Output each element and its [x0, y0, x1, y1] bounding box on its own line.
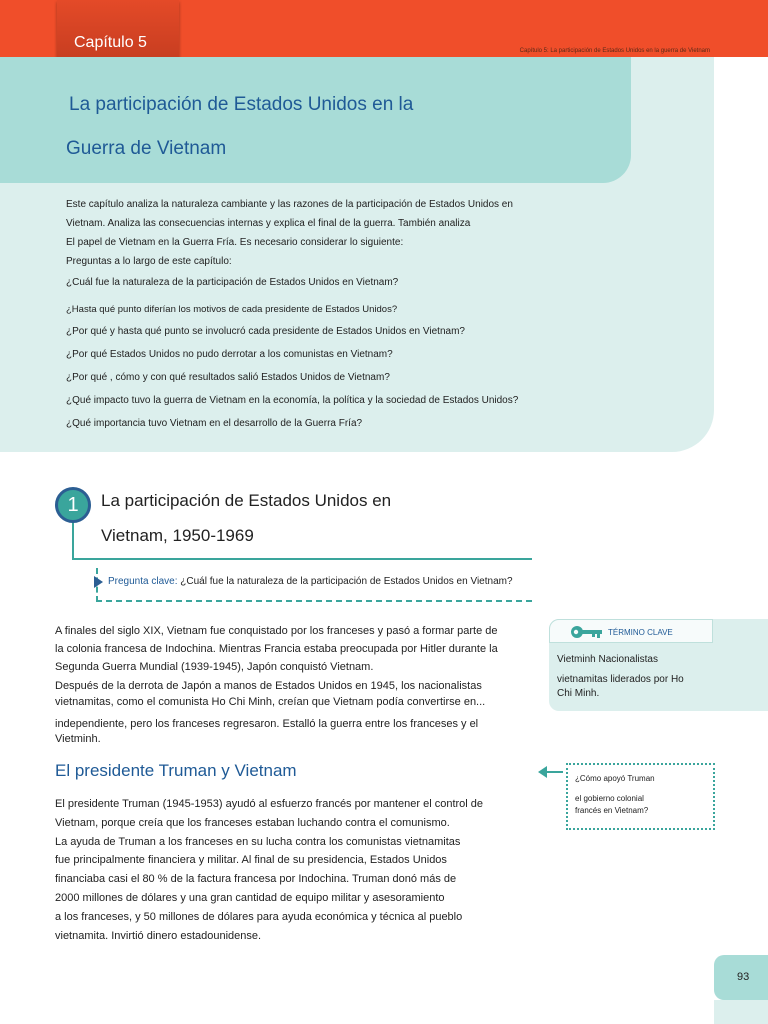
intro-question: ¿Qué importancia tuvo Vietnam en el desarrollo de la Guerra Fría?	[66, 418, 363, 429]
intro-line: Preguntas a lo largo de este capítulo:	[66, 256, 232, 267]
key-icon	[570, 625, 604, 639]
body-line: Después de la derrota de Japón a manos de Estados Unidos en 1945, los nacionalistas	[55, 680, 482, 692]
key-question-text: ¿Cuál fue la naturaleza de la participación de Estados Unidos en Vietnam?	[177, 576, 513, 587]
arrow-right-icon	[94, 576, 103, 588]
body-line: independiente, pero los franceses regresaron. Estalló la guerra entre los franceses y el	[55, 718, 479, 730]
section-title-line-2: Vietnam, 1950-1969	[101, 526, 254, 545]
title-panel	[0, 57, 631, 183]
key-term-label: TÉRMINO CLAVE	[608, 628, 673, 637]
intro-line: El papel de Vietnam en la Guerra Fría. Es necesario considerar lo siguiente:	[66, 237, 404, 248]
intro-question: ¿Por qué , cómo y con qué resultados salió Estados Unidos de Vietnam?	[66, 372, 390, 383]
chapter-title-line-2: Guerra de Vietnam	[66, 138, 227, 159]
chapter-label: Capítulo 5	[74, 34, 147, 51]
subheading: El presidente Truman y Vietnam	[55, 761, 297, 780]
section-line-vertical	[72, 522, 74, 560]
section-title-line-1: La participación de Estados Unidos en	[101, 491, 392, 510]
arrow-left-icon	[538, 766, 547, 778]
section-line-horizontal	[72, 558, 532, 560]
running-head: Capítulo 5: La participación de Estados Unidos en la guerra de Vietnam	[519, 48, 710, 54]
page-number-strip	[714, 1000, 768, 1024]
intro-line: Este capítulo analiza la naturaleza cambiante y las razones de la participación de Estados Unidos en	[66, 199, 513, 210]
key-term-definition: vietnamitas liderados por Ho	[557, 674, 684, 685]
body-line: Vietminh.	[55, 733, 101, 745]
intro-question: ¿Por qué Estados Unidos no pudo derrotar a los comunistas en Vietnam?	[66, 349, 393, 360]
body-line: fue principalmente financiera y militar. Al final de su presidencia, Estados Unidos	[55, 854, 447, 866]
key-term-definition: Chi Minh.	[557, 688, 600, 699]
key-question	[108, 576, 513, 587]
body-line: 2000 millones de dólares y una gran cantidad de equipo militar y asesoramiento	[55, 892, 445, 904]
body-line: vietnamita. Invirtió dinero estadounidense.	[55, 930, 262, 942]
side-question-line: francés en Vietnam?	[575, 806, 649, 815]
chapter-title-line-1: La participación de Estados Unidos en la	[69, 94, 414, 115]
page-number: 93	[737, 971, 750, 983]
body-line: vietnamitas, como el comunista Ho Chi Minh, creían que Vietnam podía convertirse en...	[55, 696, 486, 708]
body-line: A finales del siglo XIX, Vietnam fue conquistado por los franceses y pasó a formar parte de	[55, 625, 498, 637]
body-line: Segunda Guerra Mundial (1939-1945), Japón conquistó Vietnam.	[55, 661, 374, 673]
key-term-name: Vietminh Nacionalistas	[557, 654, 658, 665]
body-line: la colonia francesa de Indochina. Mientras Francia estaba preocupada por Hitler durante la	[55, 643, 498, 655]
intro-line: Vietnam. Analiza las consecuencias internas y explica el final de la guerra. También analiza	[66, 218, 471, 229]
body-line: El presidente Truman (1945-1953) ayudó al esfuerzo francés por mantener el control de	[55, 798, 484, 810]
side-question-line: el gobierno colonial	[575, 794, 644, 803]
body-line: financiaba casi el 80 % de la factura francesa por Indochina. Truman donó más de	[55, 873, 457, 885]
intro-question: ¿Por qué y hasta qué punto se involucró cada presidente de Estados Unidos en Vietnam?	[66, 326, 465, 337]
intro-question: ¿Cuál fue la naturaleza de la participación de Estados Unidos en Vietnam?	[66, 277, 399, 288]
body-line: Vietnam, porque creía que los franceses estaban luchando contra el comunismo.	[55, 817, 450, 829]
body-line: a los franceses, y 50 millones de dólares para ayuda económica y técnica al pueblo	[55, 911, 463, 923]
intro-question: ¿Hasta qué punto diferían los motivos de cada presidente de Estados Unidos?	[66, 304, 398, 315]
section-number-badge: 1	[55, 487, 91, 523]
intro-question: ¿Qué impacto tuvo la guerra de Vietnam en la economía, la política y la sociedad de Estados Unidos?	[66, 395, 519, 406]
side-question-line: ¿Cómo apoyó Truman	[575, 774, 655, 783]
key-question-label: Pregunta clave:	[108, 576, 178, 587]
body-line: La ayuda de Truman a los franceses en su lucha contra los comunistas vietnamitas	[55, 836, 461, 848]
